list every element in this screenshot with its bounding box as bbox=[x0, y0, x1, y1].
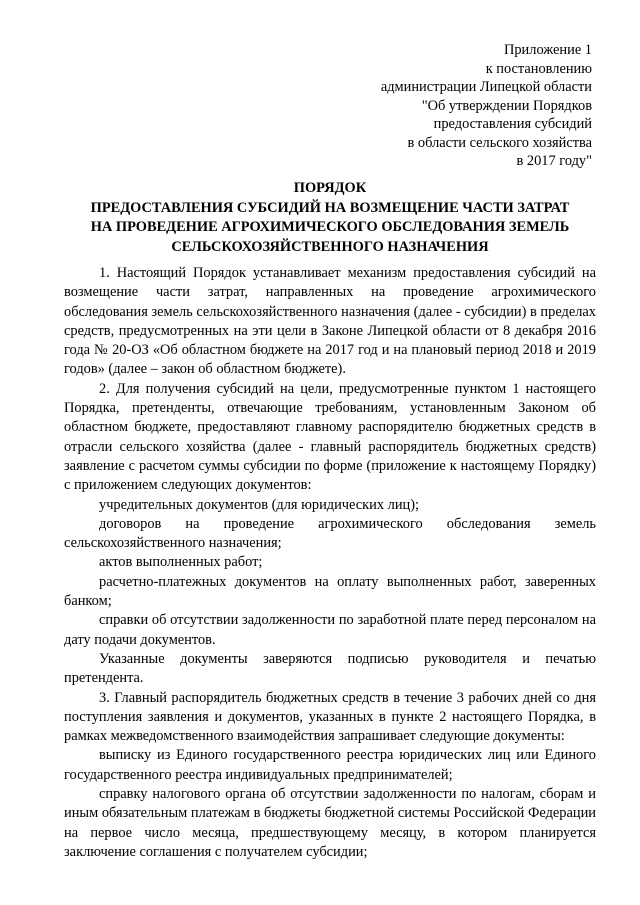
title-line: ПОРЯДОК bbox=[293, 180, 367, 196]
title-line: НА ПРОВЕДЕНИЕ АГРОХИМИЧЕСКОГО ОБСЛЕДОВАНИЯ ЗЕМЕЛЬ bbox=[90, 219, 570, 235]
paragraph-3: 3. Главный распорядитель бюджетных средств в течение 3 рабочих дней со дня поступления заявления и документов, указанных в пункте 2 настоящего Порядка, в рамках межведомственного взаимодействия запрашивает следующие документы: bbox=[64, 689, 596, 745]
list-item-contracts: договоров на проведение агрохимического обследования земель сельскохозяйственного назначения; bbox=[64, 515, 596, 552]
title-line: СЕЛЬСКОХОЗЯЙСТВЕННОГО НАЗНАЧЕНИЯ bbox=[171, 238, 489, 255]
list-item-payment-docs: расчетно-платежных документов на оплату выполненных работ, заверенных банком; bbox=[64, 573, 596, 610]
appendix-header bbox=[330, 41, 592, 171]
appendix-line: "Об утверждении Порядков bbox=[421, 97, 592, 114]
appendix-line: администрации Липецкой области bbox=[380, 79, 592, 95]
paragraph-1: 1. Настоящий Порядок устанавливает механизм предоставления субсидий на возмещение части затрат, направленных на проведение агрохимического обследования земель сельскохозяйственного назначения (далее - субсидии) в пределах средств, предусмотренных на эти цели в Законе Липецкой области от 8 декабря 2016 года № 20-ОЗ «Об областном бюджете на 2017 год и на плановый период 2018 и 2019 годов» (далее – закон об областном бюджете). bbox=[64, 265, 596, 378]
paragraph-certification: Указанные документы заверяются подписью руководителя и печатью претендента. bbox=[64, 650, 596, 687]
paragraph-2: 2. Для получения субсидий на цели, предусмотренные пунктом 1 настоящего Порядка, претенденты, отвечающие требованиям, установленным Законом об областном бюджете, предоставляют главному распорядителю бюджетных средств в отрасли сельского хозяйства (далее - главный распорядитель бюджетных средств) заявление с расчетом суммы субсидии по форме (приложение к настоящему Порядку) с приложением следующих документов: bbox=[64, 380, 596, 494]
document-body bbox=[64, 264, 596, 862]
document-title bbox=[60, 179, 600, 257]
title-line: ПРЕДОСТАВЛЕНИЯ СУБСИДИЙ НА ВОЗМЕЩЕНИЕ ЧАСТИ ЗАТРАТ bbox=[90, 199, 570, 216]
appendix-line: к постановлению bbox=[485, 60, 592, 77]
list-item-register-extract: выписку из Единого государственного реестра юридических лиц или Единого государственного реестра индивидуальных предпринимателей; bbox=[64, 747, 596, 783]
appendix-line: Приложение 1 bbox=[503, 42, 592, 58]
list-item-salary-certificate: справки об отсутствии задолженности по заработной плате перед персоналом на дату подачи документов. bbox=[64, 612, 596, 648]
list-item-tax-certificate: справку налогового органа об отсутствии задолженности по налогам, сборам и иным обязательным платежам в бюджеты бюджетной системы Российской Федерации на первое число месяца, предшествующему месяцу, в котором планируется заключение соглашения с получателем субсидии; bbox=[64, 786, 596, 860]
appendix-line: в области сельского хозяйства bbox=[407, 134, 592, 151]
list-item-charter-docs: учредительных документов (для юридических лиц); bbox=[99, 496, 420, 513]
list-item-acts: актов выполненных работ; bbox=[99, 554, 263, 571]
appendix-line: в 2017 году" bbox=[516, 153, 592, 169]
appendix-line: предоставления субсидий bbox=[433, 116, 592, 132]
